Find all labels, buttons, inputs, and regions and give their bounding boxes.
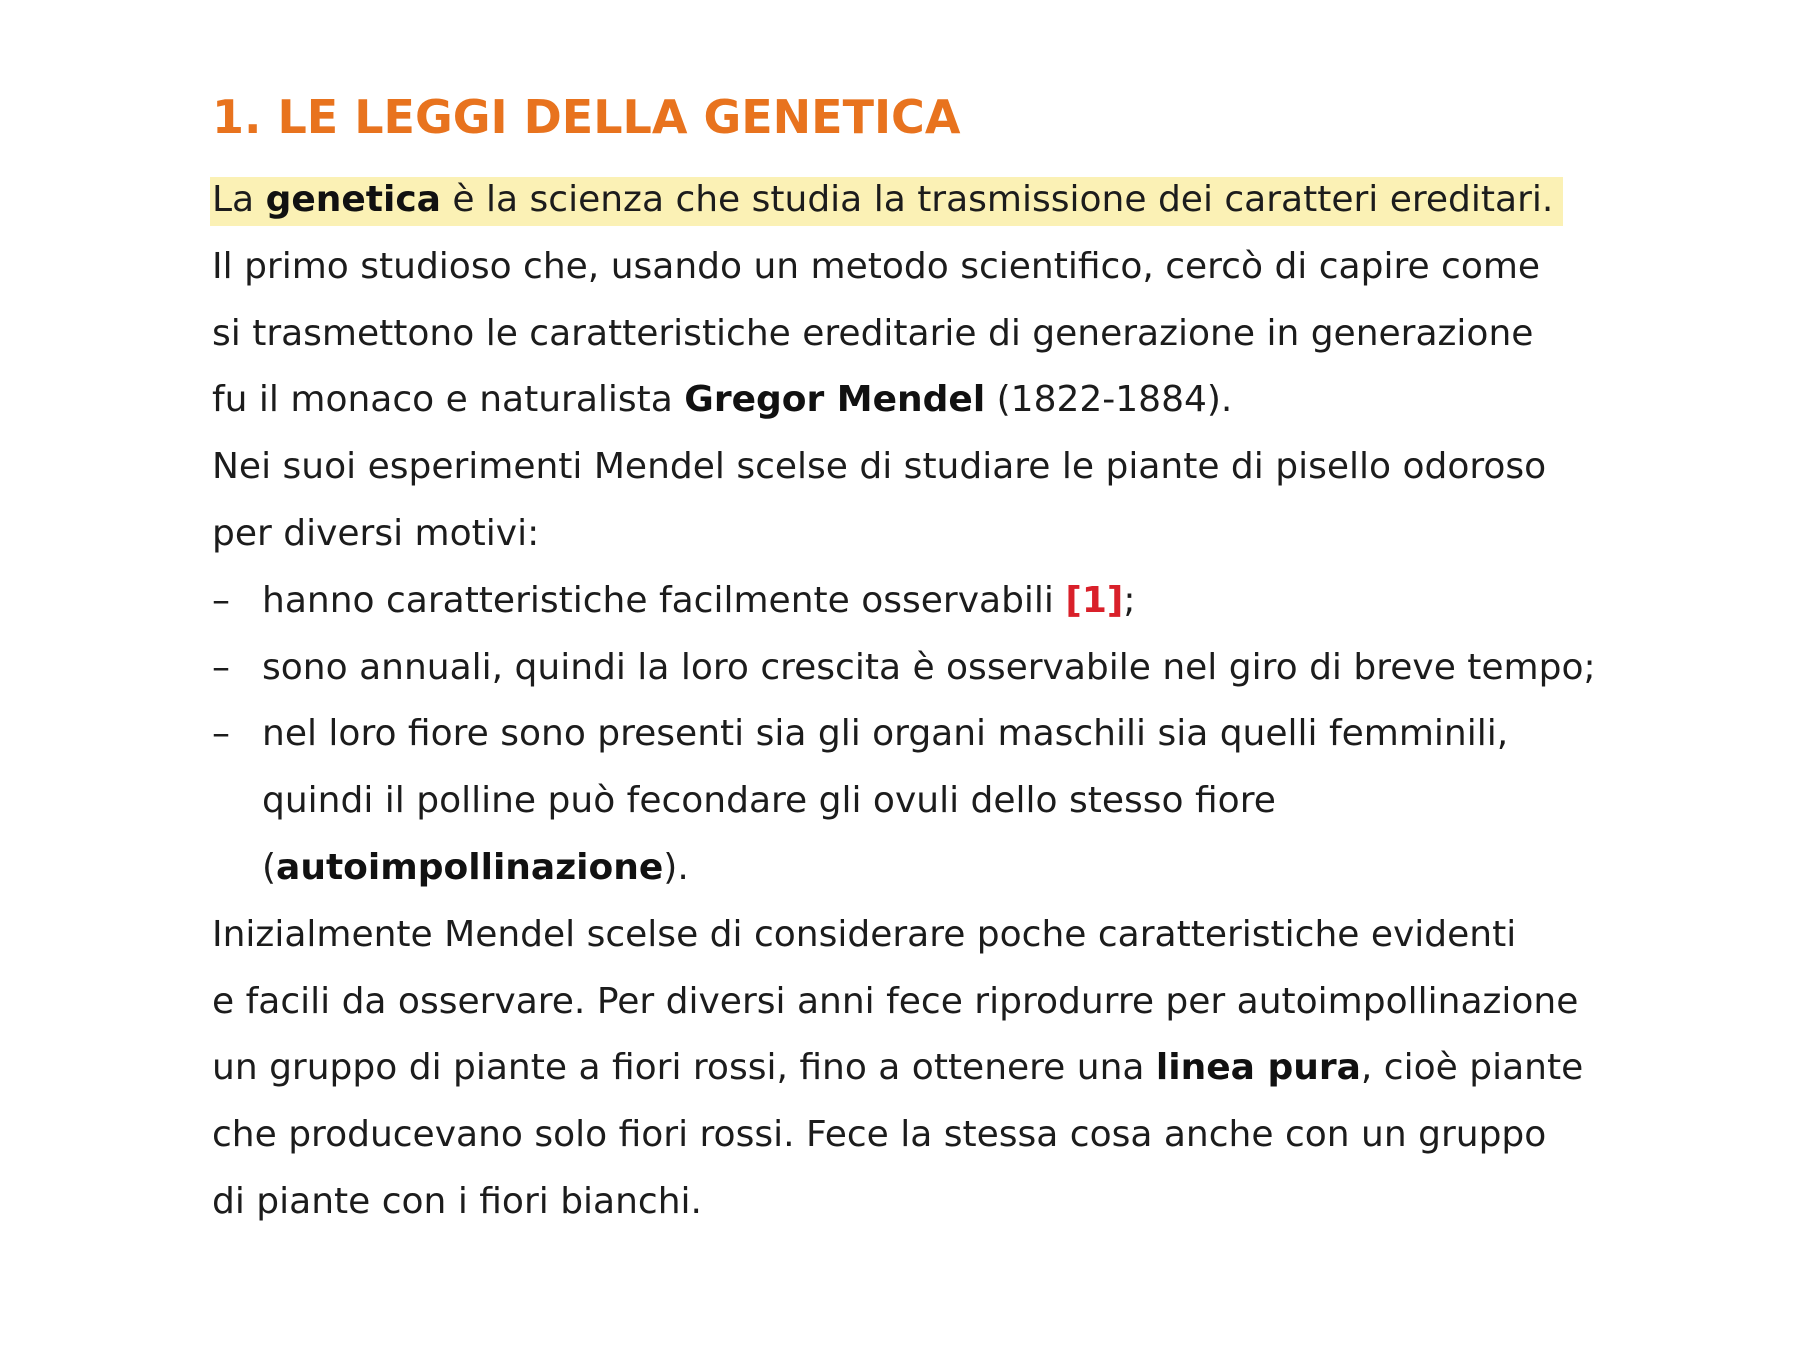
autoimpollinazione-term: autoimpollinazione: [276, 846, 664, 888]
bullet-3-line1: nel loro fiore sono presenti sia gli organi maschili sia quelli femminili,: [262, 713, 1509, 755]
paragraph3-line3: [212, 1035, 1652, 1102]
paragraph2-line2: per diversi motivi:: [212, 512, 540, 554]
paragraph3-line1: Inizialmente Mendel scelse di considerare poche caratteristiche evidenti: [212, 913, 1517, 955]
dash-bullet: –: [212, 579, 230, 621]
paragraph3-line3-end: , cioè piante: [1360, 1047, 1584, 1089]
bullet-2-text: sono annuali, quindi la loro crescita è osservabile nel giro di breve tempo;: [262, 646, 1596, 688]
paragraph1-line3-text: fu il monaco e naturalista: [212, 379, 685, 421]
bullet-3-line3: [212, 835, 1652, 902]
linea-pura-term: linea pura: [1155, 1047, 1361, 1089]
paragraph1-line3: [212, 367, 1652, 434]
figure-reference-link[interactable]: [1]: [1065, 579, 1124, 621]
paren-open: (: [262, 846, 277, 888]
mendel-dates: (1822-1884).: [985, 379, 1233, 421]
paragraph3-line4: che producevano solo fiori rossi. Fece la stessa cosa anche con un gruppo: [212, 1114, 1547, 1156]
paragraph2-line1: Nei suoi esperimenti Mendel scelse di studiare le piante di pisello odoroso: [212, 446, 1547, 488]
gregor-mendel-term: Gregor Mendel: [684, 379, 986, 421]
definition-text: è la scienza che studia la trasmissione dei caratteri ereditari.: [440, 179, 1554, 220]
paragraph3-line2: e facili da osservare. Per diversi anni fece riprodurre per autoimpollinazione: [212, 980, 1579, 1022]
body-text: [212, 167, 1652, 1236]
dash-bullet: –: [212, 713, 230, 755]
paragraph3-line3-text: un gruppo di piante a fiori rossi, fino a ottenere una: [212, 1047, 1156, 1089]
bullet-1-text: hanno caratteristiche facilmente osservabili: [262, 579, 1066, 621]
bullet-3-line2: quindi il polline può fecondare gli ovuli dello stesso fiore: [262, 780, 1276, 822]
definition-prefix: La: [212, 179, 266, 220]
highlighted-definition: [210, 177, 1563, 226]
definition-term: genetica: [265, 179, 441, 220]
definition-line: [212, 167, 1652, 234]
paren-close: ).: [663, 846, 689, 888]
paragraph1-line1: Il primo studioso che, usando un metodo scientifico, cercò di capire come: [212, 245, 1541, 287]
bullet-item-3: [212, 701, 1652, 768]
bullet-item-1: [212, 568, 1652, 635]
section-title: 1. LE LEGGI DELLA GENETICA: [212, 90, 961, 144]
paragraph3-line5: di piante con i fiori bianchi.: [212, 1180, 702, 1222]
paragraph1-line2: si trasmettono le caratteristiche ereditarie di generazione in generazione: [212, 312, 1534, 354]
dash-bullet: –: [212, 646, 230, 688]
bullet-item-2: [212, 635, 1652, 702]
bullet-1-end: ;: [1123, 579, 1136, 621]
